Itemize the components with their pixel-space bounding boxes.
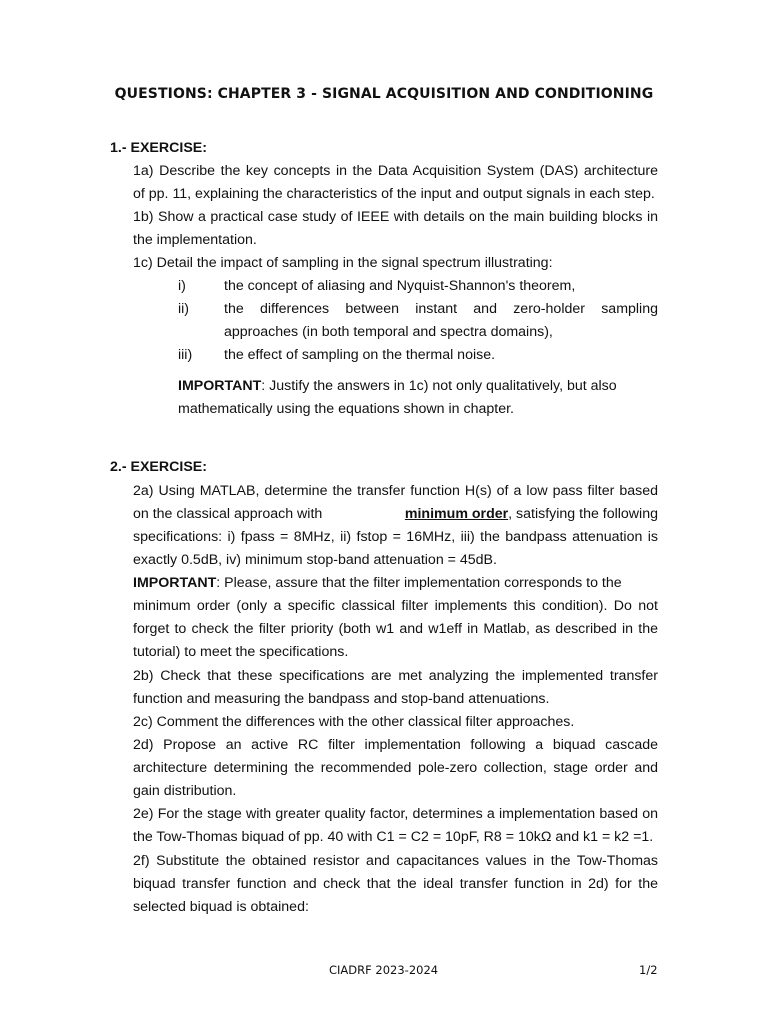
ex1-line-1b-cont: the implementation. xyxy=(133,232,257,248)
ex2-line-2d-3: gain distribution. xyxy=(133,783,237,799)
list-item-text: the concept of aliasing and Nyquist-Shannon's theorem, xyxy=(224,278,576,294)
ex1-important-line xyxy=(178,375,658,398)
exercise-1-heading: 1.- EXERCISE: xyxy=(110,140,207,156)
ex2-line-2f: 2f) Substitute the obtained resistor and capacitances values in the Tow-Thomas xyxy=(133,853,658,869)
ex2-line-2c: 2c) Comment the differences with the other classical filter approaches. xyxy=(133,714,575,730)
important-label: IMPORTANT xyxy=(178,378,262,394)
footer-page-number: 1/2 xyxy=(639,963,658,977)
list-item-text: the differences between instant and zero-holder sampling xyxy=(224,301,658,317)
minimum-order-emphasis: minimum order xyxy=(404,506,509,522)
ex2-line-2b: 2b) Check that these specifications are met analyzing the implemented transfer xyxy=(133,668,658,684)
list-item-number: ii) xyxy=(178,301,190,317)
list-item-text-cont: approaches (in both temporal and spectra domains), xyxy=(224,324,553,340)
important-text: : Please, assure that the filter implementation corresponds to the xyxy=(216,575,622,591)
ex2-line-2e: 2e) For the stage with greater quality factor, determines a implementation based on xyxy=(133,806,658,822)
ex1-line-1a: 1a) Describe the key concepts in the Data Acquisition System (DAS) architecture xyxy=(133,163,658,179)
ex2-important-3: forget to check the filter priority (both w1 and w1eff in Matlab, as described in the xyxy=(133,621,658,637)
important-text: : Justify the answers in 1c) not only qualitatively, but also xyxy=(261,378,617,394)
ex1-line-1a-cont: of pp. 11, explaining the characteristics of the input and output signals in each step. xyxy=(133,186,655,202)
ex2-line-2a: 2a) Using MATLAB, determine the transfer function H(s) of a low pass filter based xyxy=(133,483,658,499)
list-item-text: the effect of sampling on the thermal noise. xyxy=(224,347,496,363)
ex2-line-2f-3: selected biquad is obtained: xyxy=(133,899,309,915)
footer-course: CIADRF 2023-2024 xyxy=(329,963,439,977)
ex2-important-line xyxy=(133,572,658,595)
ex1-important-cont: mathematically using the equations shown in chapter. xyxy=(178,401,514,417)
ex1-line-1b: 1b) Show a practical case study of IEEE with details on the main building blocks in xyxy=(133,209,658,225)
ex2-important-4: tutorial) to meet the specifications. xyxy=(133,644,349,660)
list-item-number: iii) xyxy=(178,347,193,363)
ex2-2a-post: , satisfying the following xyxy=(508,506,658,522)
ex2-important-2: minimum order (only a specific classical filter implements this condition). Do not xyxy=(133,598,658,614)
ex2-line-2f-2: biquad transfer function and check that the ideal transfer function in 2d) for the xyxy=(133,876,658,892)
exercise-2-heading: 2.- EXERCISE: xyxy=(110,459,207,475)
important-label: IMPORTANT xyxy=(133,575,217,591)
ex2-line-2a-4: exactly 0.5dB, iv) minimum stop-band attenuation = 45dB. xyxy=(133,552,497,568)
ex2-2a-pre: on the classical approach with xyxy=(133,506,323,522)
ex2-line-2d: 2d) Propose an active RC filter implementation following a biquad cascade xyxy=(133,737,658,753)
ex2-line-2a-3: specifications: i) fpass = 8MHz, ii) fstop = 16MHz, iii) the bandpass attenuation is xyxy=(133,529,658,545)
ex2-line-2b-cont: function and measuring the bandpass and stop-band attenuations. xyxy=(133,691,550,707)
ex1-line-1c: 1c) Detail the impact of sampling in the signal spectrum illustrating: xyxy=(133,255,553,271)
list-item-number: i) xyxy=(178,278,186,294)
ex2-line-2a-2 xyxy=(133,503,658,526)
page-title: QUESTIONS: CHAPTER 3 - SIGNAL ACQUISITION AND CONDITIONING xyxy=(114,86,654,102)
ex2-line-2e-2: the Tow-Thomas biquad of pp. 40 with C1 = C2 = 10pF, R8 = 10kΩ and k1 = k2 =1. xyxy=(133,829,654,845)
ex2-line-2d-2: architecture determining the recommended pole-zero collection, stage order and xyxy=(133,760,658,776)
